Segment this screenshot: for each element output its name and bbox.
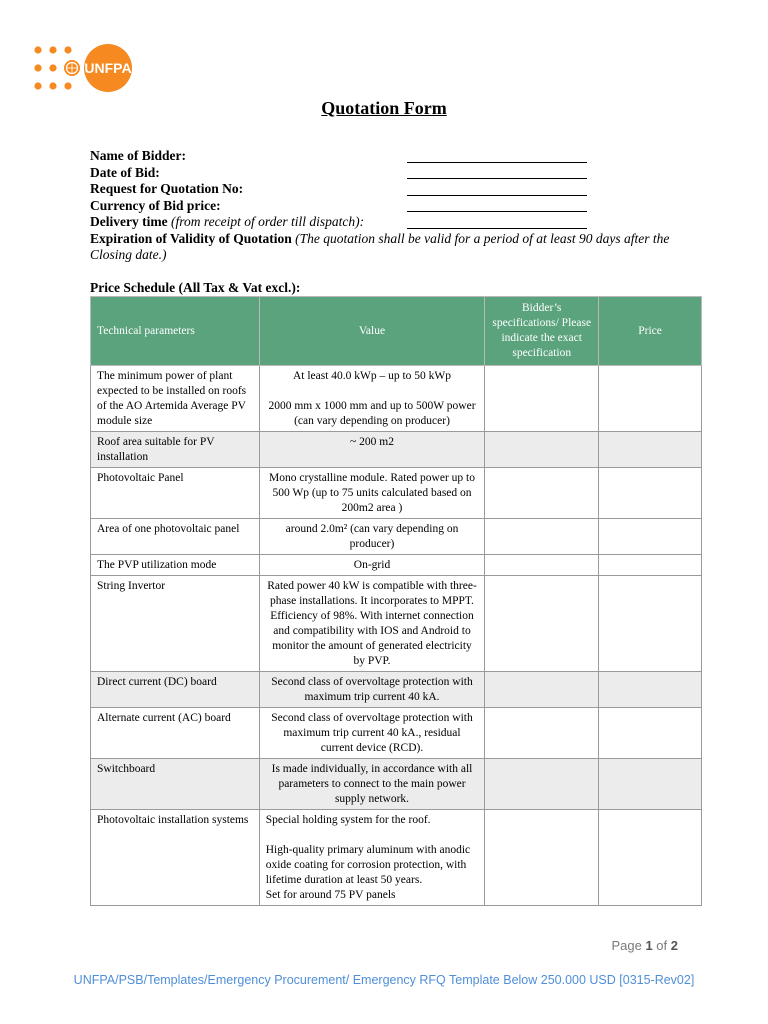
- cell-technical-parameter: The PVP utilization mode: [91, 555, 260, 576]
- entry-line[interactable]: [407, 162, 587, 163]
- footer-reference: UNFPA/PSB/Templates/Emergency Procurement/ Emergency RFQ Template Below 250.000 USD [0315-Rev02]: [73, 973, 695, 987]
- cell-bidder-specification[interactable]: [485, 432, 599, 468]
- cell-bidder-specification[interactable]: [485, 576, 599, 672]
- cell-value: [259, 432, 485, 468]
- field-name-of-bidder: Name of Bidder:: [90, 148, 690, 165]
- value-line: Rated power 40 kW is compatible with three-phase installations. It incorporates to MPPT. Efficiency of 98%. With internet connection and compatibility with IOS and Android to monitor the amount of generated electricity by PVP.: [267, 580, 477, 667]
- cell-price[interactable]: [599, 708, 702, 759]
- cell-technical-parameter: The minimum power of plant expected to be installed on roofs of the AO Artemida Average PV module size: [91, 366, 260, 432]
- cell-bidder-specification[interactable]: [485, 366, 599, 432]
- table-row: [91, 468, 702, 519]
- cell-technical-parameter: Roof area suitable for PV installation: [91, 432, 260, 468]
- cell-value: [259, 708, 485, 759]
- field-delivery-time: Delivery time (from receipt of order till dispatch):: [90, 214, 690, 231]
- cell-price[interactable]: [599, 576, 702, 672]
- table-row: [91, 576, 702, 672]
- value-line: At least 40.0 kWp – up to 50 kWp: [292, 370, 452, 382]
- value-line: On-grid: [353, 559, 391, 571]
- cell-price[interactable]: [599, 555, 702, 576]
- cell-technical-parameter: Switchboard: [91, 759, 260, 810]
- value-line: Special holding system for the roof.: [265, 814, 431, 826]
- value-line: [266, 828, 479, 843]
- table-row: [91, 519, 702, 555]
- cell-technical-parameter: Photovoltaic Panel: [91, 468, 260, 519]
- field-currency: Currency of Bid price:: [90, 198, 690, 215]
- cell-technical-parameter: Photovoltaic installation systems: [91, 810, 260, 906]
- field-date-of-bid: Date of Bid:: [90, 165, 690, 182]
- table-row: [91, 555, 702, 576]
- field-expiration: Expiration of Validity of Quotation (The quotation shall be valid for a period of at least 90 days after the Closing date.): [90, 230, 670, 262]
- cell-bidder-specification[interactable]: [485, 672, 599, 708]
- cell-price[interactable]: [599, 468, 702, 519]
- bidder-fields: [90, 148, 690, 264]
- cell-price[interactable]: [599, 366, 702, 432]
- header-price: Price: [599, 297, 702, 366]
- table-row: [91, 366, 702, 432]
- cell-price[interactable]: [599, 519, 702, 555]
- page-title: Quotation Form: [321, 98, 447, 118]
- cell-value: [259, 555, 485, 576]
- cell-value: [259, 519, 485, 555]
- cell-value: [259, 468, 485, 519]
- value-line: ~ 200 m2: [350, 436, 394, 448]
- cell-price[interactable]: [599, 432, 702, 468]
- cell-price[interactable]: [599, 672, 702, 708]
- value-line: [266, 384, 479, 399]
- table-row: [91, 432, 702, 468]
- entry-line[interactable]: [407, 195, 587, 196]
- price-schedule-table: [90, 296, 702, 906]
- value-line: Is made individually, in accordance with all parameters to connect to the main power supply network.: [271, 763, 473, 805]
- table-row: [91, 672, 702, 708]
- value-line: Second class of overvoltage protection with maximum trip current 40 kA., residual current device (RCD).: [271, 712, 473, 754]
- entry-line[interactable]: [407, 211, 587, 212]
- cell-price[interactable]: [599, 810, 702, 906]
- cell-bidder-specification[interactable]: [485, 759, 599, 810]
- entry-line[interactable]: [407, 228, 587, 229]
- header-value: Value: [259, 297, 485, 366]
- table-body: [91, 366, 702, 906]
- cell-technical-parameter: Area of one photovoltaic panel: [91, 519, 260, 555]
- cell-price[interactable]: [599, 759, 702, 810]
- cell-value: [259, 672, 485, 708]
- unfpa-logo: [34, 42, 132, 92]
- cell-bidder-specification[interactable]: [485, 810, 599, 906]
- cell-value: [259, 366, 485, 432]
- table-row: [91, 810, 702, 906]
- cell-bidder-specification[interactable]: [485, 555, 599, 576]
- value-line: around 2.0m² (can vary depending on producer): [285, 523, 459, 550]
- table-row: [91, 708, 702, 759]
- logo-text: UNFPA: [84, 60, 132, 76]
- cell-bidder-specification[interactable]: [485, 519, 599, 555]
- cell-technical-parameter: String Invertor: [91, 576, 260, 672]
- table-row: [91, 759, 702, 810]
- cell-bidder-specification[interactable]: [485, 468, 599, 519]
- field-rfq-number: Request for Quotation No:: [90, 181, 690, 198]
- header-technical-parameters: Technical parameters: [91, 297, 260, 366]
- cell-technical-parameter: Alternate current (AC) board: [91, 708, 260, 759]
- entry-line[interactable]: [407, 178, 587, 179]
- value-line: Second class of overvoltage protection with maximum trip current 40 kA.: [271, 676, 473, 703]
- value-line: High-quality primary aluminum with anodic oxide coating for corrosion protection, with lifetime duration at least 50 years.: [265, 844, 471, 886]
- schedule-title: Price Schedule (All Tax & Vat excl.):: [90, 280, 301, 295]
- cell-value: [259, 576, 485, 672]
- value-line: Mono crystalline module. Rated power up to 500 Wp (up to 75 units calculated based on 200m2 area ): [268, 472, 475, 514]
- cell-bidder-specification[interactable]: [485, 708, 599, 759]
- value-line: 2000 mm x 1000 mm and up to 500W power (can vary depending on producer): [268, 400, 476, 427]
- value-line: Set for around 75 PV panels: [265, 889, 396, 901]
- cell-value: [259, 759, 485, 810]
- table-header-row: [91, 297, 702, 366]
- page-number: Page 1 of 2: [611, 938, 678, 953]
- cell-technical-parameter: Direct current (DC) board: [91, 672, 260, 708]
- cell-value: [259, 810, 485, 906]
- header-bidder-specifications: Bidder’s specifications/ Please indicate the exact specification: [485, 297, 599, 366]
